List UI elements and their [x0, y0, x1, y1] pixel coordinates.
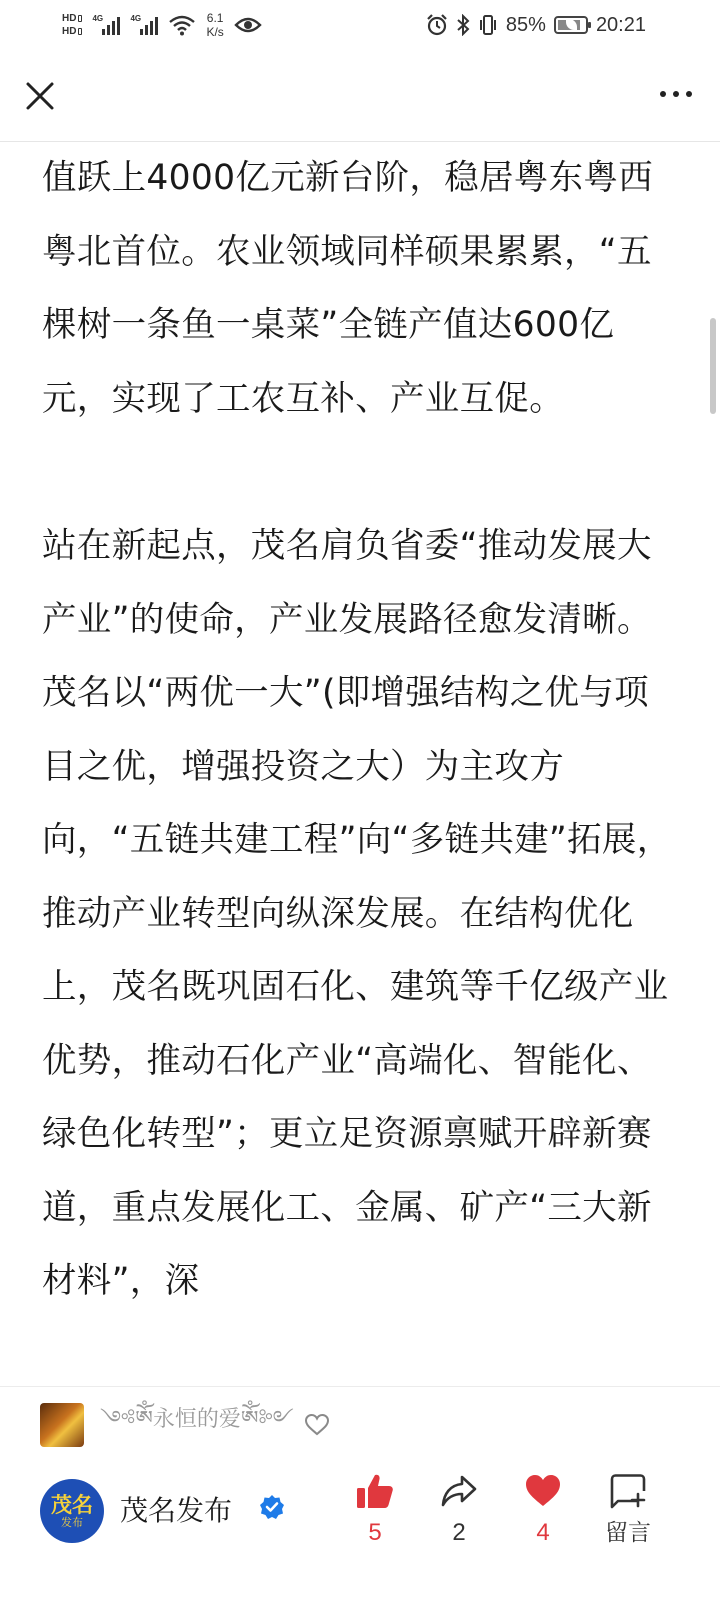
account-name[interactable]: 茂名发布	[120, 1494, 233, 1527]
top-bar	[0, 50, 720, 142]
article-paragraph: 值跃上4000亿元新台阶，稳居粤东粤西粤北首位。农业领域同样硕果累累，“五棵树一条鱼一桌菜”全链产值达600亿元，实现了工农互补、产业互促。	[42, 158, 653, 419]
logo-subtext: 发布	[61, 1516, 83, 1529]
like-count: 5	[368, 1519, 382, 1546]
article-paragraph: 站在新起点，茂名肩负省委“推动发展大产业”的使命，产业发展路径愈发清晰。茂名以“两优一大”(即增强结构之优与项目之优，增强投资之大）为主攻方向，“五链共建工程”向“多链共建”拓展，推动产业转型向纵深发展。在结构优化上，茂名既巩固石化、建筑等千亿级产业优势，推动石化产业“高端化、智能化、绿色化转型”；更立足资源禀赋开辟新赛道，重点发展化工、金属、矿产“三大新材料”，深	[42, 526, 672, 1301]
share-count: 2	[452, 1519, 466, 1546]
logo-text: 茂名	[51, 1492, 93, 1517]
reader-name: ༺ༀ永恒的爱ༀ༻	[100, 1407, 294, 1432]
article-footer	[0, 1471, 720, 1591]
account-logo[interactable]	[40, 1479, 104, 1543]
recent-reader[interactable]	[40, 1403, 330, 1447]
like-button[interactable]	[340, 1471, 410, 1547]
vibrate-icon	[478, 14, 498, 36]
close-icon[interactable]	[22, 78, 58, 114]
comment-icon	[608, 1471, 648, 1511]
share-button[interactable]	[424, 1471, 494, 1547]
bottom-panel	[0, 1386, 720, 1600]
status-right	[426, 6, 646, 44]
verified-badge-icon	[259, 1494, 285, 1520]
hd-indicator: HD	[62, 26, 82, 37]
more-options-icon[interactable]	[648, 82, 692, 106]
clock: 20:21	[595, 13, 646, 36]
share-icon	[439, 1471, 479, 1511]
network-type: 4G	[130, 14, 142, 23]
comment-label: 留言	[605, 1520, 651, 1546]
scrollbar[interactable]	[710, 318, 716, 414]
network-type: 4G	[92, 14, 104, 23]
status-bar	[0, 0, 720, 50]
heart-outline-icon	[304, 1413, 330, 1437]
thumbs-up-icon	[355, 1471, 395, 1511]
network-speed: 6.1 K/s	[206, 11, 224, 39]
status-left	[62, 6, 262, 44]
avatar[interactable]	[40, 1403, 84, 1447]
wow-count: 4	[536, 1519, 550, 1546]
hd-indicator: HD	[62, 13, 82, 24]
battery-percent: 85%	[505, 13, 546, 36]
signal-icon	[130, 15, 158, 35]
wifi-icon	[168, 14, 196, 36]
heart-icon	[523, 1471, 563, 1511]
comment-button[interactable]	[593, 1471, 663, 1547]
alarm-icon	[426, 14, 448, 36]
eye-icon	[234, 15, 262, 35]
bluetooth-icon	[456, 14, 470, 36]
hd-indicators	[62, 13, 82, 37]
signal-icon	[92, 15, 120, 35]
wow-button[interactable]	[508, 1471, 578, 1547]
article-body	[42, 142, 678, 1319]
battery-icon	[554, 16, 588, 34]
